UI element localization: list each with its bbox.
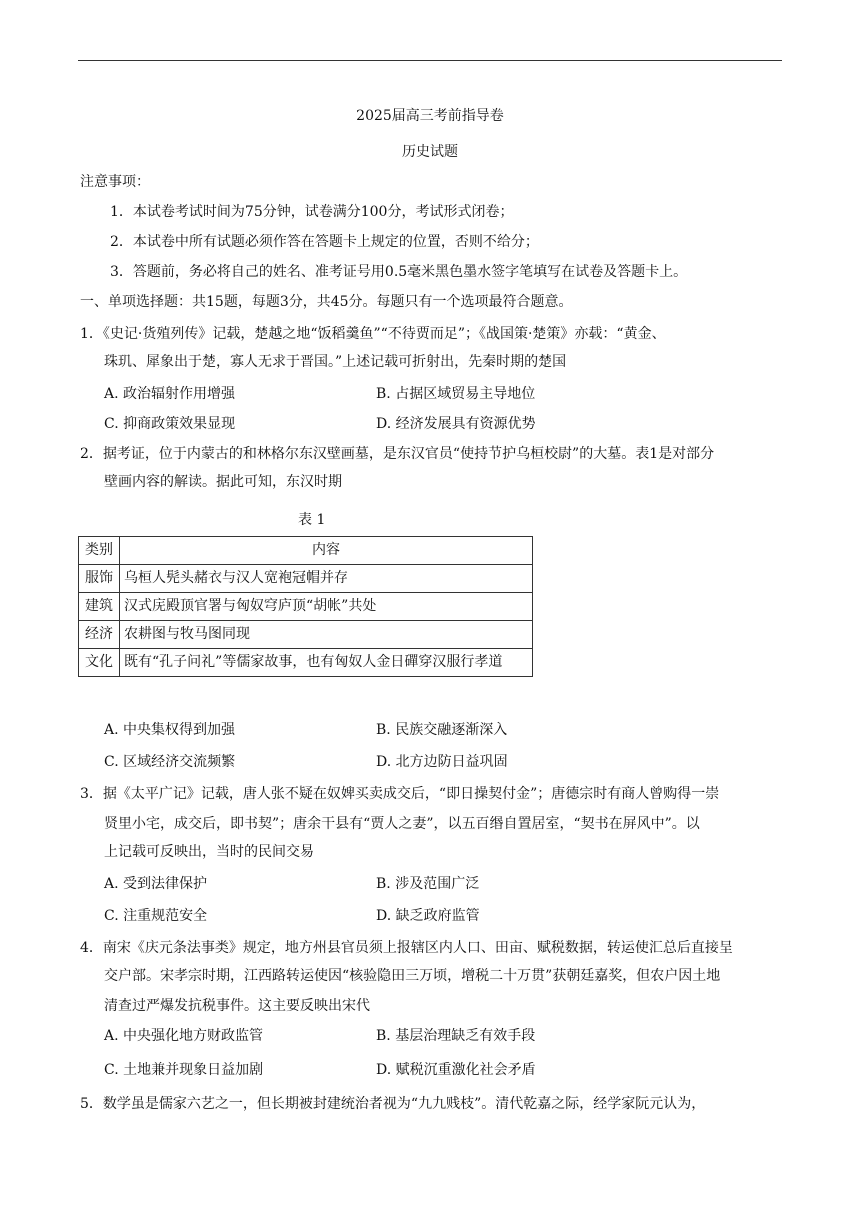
notice-item: 3．答题前，务必将自己的姓名、准考证号用0.5毫米黑色墨水签字笔填写在试卷及答题卡上。 xyxy=(110,264,688,280)
table-cell-content: 农耕图与牧马图同现 xyxy=(120,621,533,649)
option-d: D. 经济发展具有资源优势 xyxy=(376,416,536,432)
notice-heading: 注意事项： xyxy=(80,174,150,190)
table-cell-category: 文化 xyxy=(79,649,120,677)
question-2-text: 2．据考证，位于内蒙古的和林格尔东汉壁画墓，是东汉官员“使持节护乌桓校尉”的大墓。表1是对部分 xyxy=(80,446,715,462)
exam-title: 2025届高三考前指导卷 xyxy=(356,108,504,124)
option-c: C. 区域经济交流频繁 xyxy=(104,754,236,770)
option-b: B. 涉及范围广泛 xyxy=(376,876,480,892)
question-5-text: 5．数学虽是儒家六艺之一，但长期被封建统治者视为“九九贱枝”。清代乾嘉之际，经学家阮元认为， xyxy=(80,1096,706,1112)
option-a: A. 政治辐射作用增强 xyxy=(104,386,236,402)
option-d: D. 赋税沉重激化社会矛盾 xyxy=(376,1062,536,1078)
option-d: D. 缺乏政府监管 xyxy=(376,908,480,924)
table-row xyxy=(79,593,533,621)
table-row xyxy=(79,649,533,677)
option-b: B. 占据区域贸易主导地位 xyxy=(376,386,536,402)
question-3-text: 上记载可反映出，当时的民间交易 xyxy=(104,844,314,860)
table-cell-category: 建筑 xyxy=(79,593,120,621)
question-1-text: 1．《史记·货殖列传》记载，楚越之地“饭稻羹鱼”“不待贾而足”；《战国策·楚策》亦载：“黄金、 xyxy=(80,326,666,342)
option-b: B. 民族交融逐渐深入 xyxy=(376,722,508,738)
question-1-text: 珠玑、犀象出于楚，寡人无求于晋国。”上述记载可折射出，先秦时期的楚国 xyxy=(104,354,567,370)
table-cell-category: 经济 xyxy=(79,621,120,649)
table-cell-content: 既有“孔子问礼”等儒家故事，也有匈奴人金日磾穿汉服行孝道 xyxy=(120,649,533,677)
section-heading: 一、单项选择题：共15题，每题3分，共45分。每题只有一个选项最符合题意。 xyxy=(80,294,573,310)
table-1 xyxy=(78,536,533,677)
option-a: A. 受到法律保护 xyxy=(104,876,208,892)
question-4-text: 交户部。宋孝宗时期，江西路转运使因“核验隐田三万顷，增税二十万贯”获朝廷嘉奖，但农户因土地 xyxy=(104,968,721,984)
question-4-text: 清查过严爆发抗税事件。这主要反映出宋代 xyxy=(104,998,370,1014)
table-cell-category: 服饰 xyxy=(79,565,120,593)
question-3-text: 3．据《太平广记》记载，唐人张不疑在奴婢买卖成交后，“即日操契付金”；唐德宗时有商人曾购得一崇 xyxy=(80,786,720,802)
option-c: C. 抑商政策效果显现 xyxy=(104,416,236,432)
table-row xyxy=(79,565,533,593)
top-rule xyxy=(78,60,782,61)
table-header-row xyxy=(79,537,533,565)
option-a: A. 中央集权得到加强 xyxy=(104,722,236,738)
table-cell-content: 汉式庑殿顶官署与匈奴穹庐顶“胡帐”共处 xyxy=(120,593,533,621)
notice-item: 1．本试卷考试时间为75分钟，试卷满分100分，考试形式闭卷； xyxy=(110,204,514,220)
table-cell-content: 乌桓人髡头赭衣与汉人宽袍冠帽并存 xyxy=(120,565,533,593)
table-caption: 表 1 xyxy=(298,512,326,528)
question-2-text: 壁画内容的解读。据此可知，东汉时期 xyxy=(104,474,342,490)
option-c: C. 注重规范安全 xyxy=(104,908,208,924)
table-row xyxy=(79,621,533,649)
option-c: C. 土地兼并现象日益加剧 xyxy=(104,1062,264,1078)
option-d: D. 北方边防日益巩固 xyxy=(376,754,508,770)
notice-item: 2．本试卷中所有试题必须作答在答题卡上规定的位置，否则不给分； xyxy=(110,234,539,250)
question-3-text: 贤里小宅，成交后，即书契”；唐余干县有“贾人之妻”，以五百缗自置居室，“契书在屏风中”。以 xyxy=(104,816,700,832)
table-header-cell: 内容 xyxy=(120,537,533,565)
subject-title: 历史试题 xyxy=(402,144,458,160)
table-header-cell: 类别 xyxy=(79,537,120,565)
option-a: A. 中央强化地方财政监管 xyxy=(104,1028,264,1044)
option-b: B. 基层治理缺乏有效手段 xyxy=(376,1028,536,1044)
question-4-text: 4．南宋《庆元条法事类》规定，地方州县官员须上报辖区内人口、田亩、赋税数据，转运使汇总后直接呈 xyxy=(80,940,733,956)
